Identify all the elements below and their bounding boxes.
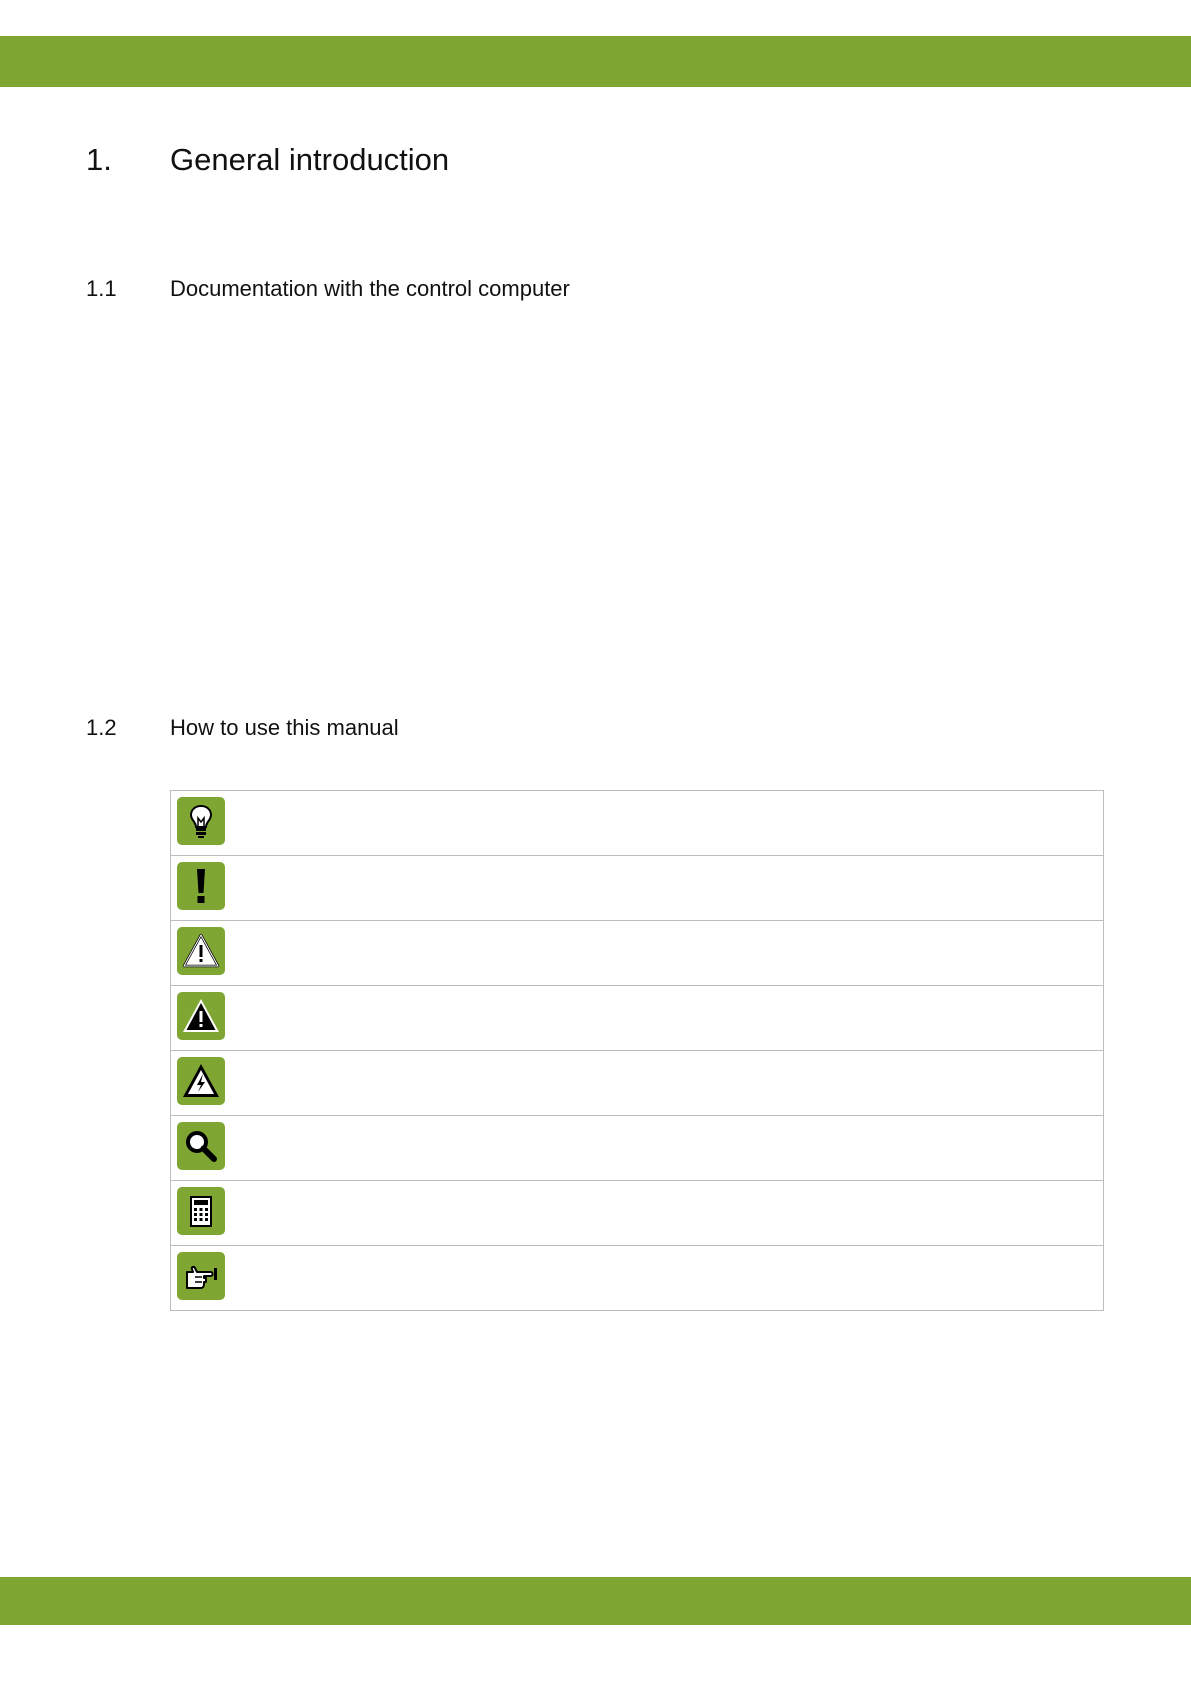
section-number: 1.1 bbox=[86, 276, 117, 301]
section-number: 1.2 bbox=[86, 715, 117, 740]
icon-legend-row bbox=[171, 986, 1103, 1051]
icon-legend-table bbox=[170, 790, 1104, 1311]
lightbulb-icon bbox=[177, 797, 225, 845]
header-band bbox=[0, 36, 1191, 87]
section-title: How to use this manual bbox=[170, 715, 399, 740]
icon-legend-row bbox=[171, 921, 1103, 986]
calculator-icon bbox=[177, 1187, 225, 1235]
icon-legend-row bbox=[171, 1181, 1103, 1246]
chapter-title: General introduction bbox=[170, 142, 450, 177]
icon-legend-row bbox=[171, 1246, 1103, 1311]
magnifier-icon bbox=[177, 1122, 225, 1170]
section-title: Documentation with the control computer bbox=[170, 276, 570, 301]
exclamation-icon bbox=[177, 862, 225, 910]
section-heading-1-1 bbox=[86, 276, 570, 302]
pointing-hand-icon bbox=[177, 1252, 225, 1300]
icon-legend-row bbox=[171, 856, 1103, 921]
icon-legend-row bbox=[171, 1116, 1103, 1181]
section-heading-1-2 bbox=[86, 715, 399, 741]
warning-filled-icon bbox=[177, 992, 225, 1040]
footer-band bbox=[0, 1577, 1191, 1625]
chapter-heading bbox=[86, 142, 449, 178]
icon-legend-row bbox=[171, 791, 1103, 856]
electrical-hazard-icon bbox=[177, 1057, 225, 1105]
chapter-number: 1. bbox=[86, 142, 112, 177]
warning-outline-icon bbox=[177, 927, 225, 975]
icon-legend-row bbox=[171, 1051, 1103, 1116]
